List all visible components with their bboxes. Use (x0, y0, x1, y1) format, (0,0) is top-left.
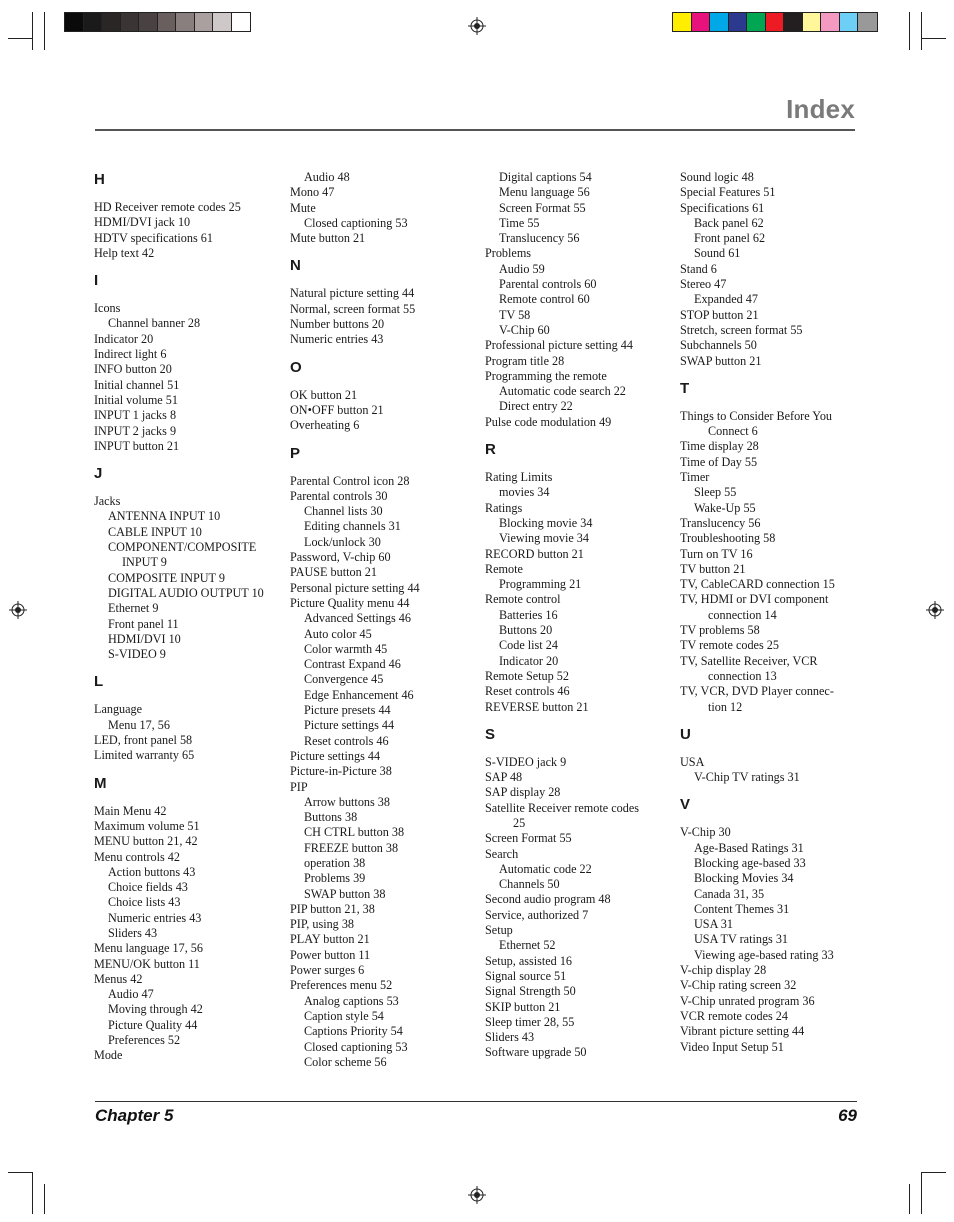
index-entry: Reset controls 46 (485, 684, 570, 699)
index-subentry: CH CTRL button 38 (304, 825, 405, 840)
color-swatch (195, 13, 214, 31)
index-subentry: ANTENNA INPUT 10 (108, 509, 221, 524)
index-entry: Maximum volume 51 (94, 818, 200, 833)
index-subentry: V-Chip TV ratings 31 (694, 770, 800, 785)
index-entry: TV, Satellite Receiver, VCR (680, 653, 818, 668)
index-entry: Translucency 56 (680, 515, 761, 530)
index-entry: Turn on TV 16 (680, 546, 753, 561)
index-letter-heading: L (94, 673, 104, 691)
index-entry: Menus 42 (94, 971, 143, 986)
color-swatch (84, 13, 103, 31)
index-subentry: Numeric entries 43 (108, 910, 202, 925)
index-subentry: Advanced Settings 46 (304, 611, 411, 626)
index-entry: INPUT 2 jacks 9 (94, 423, 177, 438)
index-entry: V-Chip 30 (680, 825, 731, 840)
index-column-2 (290, 170, 470, 1070)
index-subentry: Front panel 11 (108, 616, 179, 631)
index-subentry: Buttons 38 (304, 810, 358, 825)
index-subentry: Color scheme 56 (304, 1054, 387, 1069)
index-subentry: Editing channels 31 (304, 519, 401, 534)
index-entry: Satellite Receiver remote codes (485, 800, 639, 815)
index-subentry: Arrow buttons 38 (304, 794, 390, 809)
color-swatch (176, 13, 195, 31)
index-entry: MENU button 21, 42 (94, 834, 198, 849)
index-entry: Setup (485, 923, 513, 938)
footer-rule (95, 1101, 857, 1102)
index-entry: HDMI/DVI jack 10 (94, 215, 191, 230)
index-entry: Signal Strength 50 (485, 984, 576, 999)
index-entry: TV problems 58 (680, 623, 760, 638)
index-entry: Service, authorized 7 (485, 907, 589, 922)
color-swatch (65, 13, 84, 31)
index-letter-heading: R (485, 441, 496, 459)
index-subentry: Analog captions 53 (304, 993, 399, 1008)
index-subentry: Back panel 62 (694, 215, 764, 230)
index-subentry: DIGITAL AUDIO OUTPUT 10 (108, 585, 264, 600)
index-subentry: Age-Based Ratings 31 (694, 840, 804, 855)
index-subentry: Expanded 47 (694, 292, 758, 307)
index-subentry: Closed captioning 53 (304, 215, 408, 230)
index-letter-heading: H (94, 171, 105, 188)
index-subentry: Viewing movie 34 (499, 531, 589, 546)
index-entry: SWAP button 21 (680, 353, 762, 368)
registration-mark-top (468, 17, 486, 35)
index-subentry: Time 55 (499, 215, 540, 230)
index-subentry: Wake-Up 55 (694, 500, 756, 515)
index-entry: Main Menu 42 (94, 803, 167, 818)
index-subentry: movies 34 (499, 485, 550, 500)
index-entry: ON•OFF button 21 (290, 402, 384, 417)
index-letter-heading: T (680, 379, 690, 397)
index-entry: INFO button 20 (94, 362, 172, 377)
index-subentry: Blocking age-based 33 (694, 855, 806, 870)
index-subentry: Channels 50 (499, 877, 560, 892)
index-entry: S-VIDEO jack 9 (485, 754, 567, 769)
index-entry: Picture-in-Picture 38 (290, 764, 392, 779)
index-subentry: COMPONENT/COMPOSITE (108, 540, 257, 555)
index-subentry: Lock/unlock 30 (304, 534, 381, 549)
index-subentry: Caption style 54 (304, 1008, 384, 1023)
index-entry: RECORD button 21 (485, 546, 584, 561)
index-entry: Language (94, 702, 143, 717)
index-entry: Power button 11 (290, 947, 371, 962)
index-subentry: Translucency 56 (499, 231, 580, 246)
color-swatch (673, 13, 692, 31)
index-entry: Ratings (485, 500, 523, 515)
index-entry: Problems (485, 246, 532, 261)
index-subentry: Color warmth 45 (304, 641, 388, 656)
index-subentry: Remote control 60 (499, 292, 590, 307)
index-letter-heading: J (94, 465, 103, 483)
registration-mark-right (926, 601, 944, 619)
index-entry: TV, VCR, DVD Player connec- (680, 684, 834, 699)
color-bar-left (64, 12, 251, 32)
index-entry: PIP, using 38 (290, 917, 355, 932)
index-entry: STOP button 21 (680, 307, 759, 322)
color-swatch (747, 13, 766, 31)
color-swatch (139, 13, 158, 31)
index-entry-continuation: tion 12 (708, 699, 743, 714)
index-subentry: Canada 31, 35 (694, 886, 765, 901)
index-subentry: Content Themes 31 (694, 901, 790, 916)
index-subentry: TV 58 (499, 307, 531, 322)
index-subentry: Reset controls 46 (304, 733, 389, 748)
index-entry: Video Input Setup 51 (680, 1039, 784, 1054)
index-entry: Special Features 51 (680, 185, 776, 200)
index-subentry: Batteries 16 (499, 607, 558, 622)
index-subentry: Menu 17, 56 (108, 717, 170, 732)
index-entry: LED, front panel 58 (94, 733, 193, 748)
index-entry: Personal picture setting 44 (290, 580, 420, 595)
index-entry: Troubleshooting 58 (680, 531, 776, 546)
index-subentry: Indicator 20 (499, 653, 559, 668)
color-swatch (766, 13, 785, 31)
index-entry: Sleep timer 28, 55 (485, 1014, 575, 1029)
index-entry: Professional picture setting 44 (485, 338, 633, 353)
index-subentry: Audio 48 (304, 170, 350, 184)
index-entry: Numeric entries 43 (290, 332, 384, 347)
color-swatch (784, 13, 803, 31)
color-swatch (232, 13, 251, 31)
index-letter-heading: I (94, 272, 99, 290)
index-entry: Menu language 17, 56 (94, 941, 203, 956)
index-subentry: Digital captions 54 (499, 170, 592, 184)
index-entry: Parental Control icon 28 (290, 473, 410, 488)
index-subentry: Sliders 43 (108, 925, 158, 940)
index-entry: Rating Limits (485, 470, 553, 485)
index-entry: Password, V-chip 60 (290, 550, 391, 565)
index-entry: Setup, assisted 16 (485, 953, 573, 968)
index-entry: Subchannels 50 (680, 338, 757, 353)
index-entry: PIP (290, 779, 308, 794)
index-subentry: Ethernet 52 (499, 938, 556, 953)
index-subentry: Ethernet 9 (108, 601, 159, 616)
index-subentry: Preferences 52 (108, 1033, 181, 1048)
index-entry: Indirect light 6 (94, 347, 167, 362)
index-entry-continuation: Connect 6 (708, 424, 758, 439)
index-entry: Power surges 6 (290, 963, 365, 978)
index-subentry: V-Chip 60 (499, 322, 550, 337)
index-entry: Limited warranty 65 (94, 748, 195, 763)
color-swatch (213, 13, 232, 31)
index-subentry: Choice fields 43 (108, 880, 188, 895)
index-entry: Timer (680, 470, 710, 485)
index-subentry: Direct entry 22 (499, 399, 573, 414)
index-subentry: Audio 47 (108, 987, 154, 1002)
index-entry: Screen Format 55 (485, 831, 572, 846)
index-entry: PIP button 21, 38 (290, 901, 375, 916)
index-letter-heading: O (290, 358, 302, 376)
index-subentry: Sleep 55 (694, 485, 737, 500)
index-subentry: Blocking Movies 34 (694, 871, 794, 886)
index-subentry: COMPOSITE INPUT 9 (108, 570, 225, 585)
index-entry: VCR remote codes 24 (680, 1008, 788, 1023)
index-subentry: Viewing age-based rating 33 (694, 947, 834, 962)
index-subentry: Code list 24 (499, 638, 558, 653)
color-swatch (102, 13, 121, 31)
index-subentry: CABLE INPUT 10 (108, 524, 202, 539)
index-entry: Stereo 47 (680, 277, 727, 292)
index-subentry: Sound 61 (694, 246, 741, 261)
index-entry: TV, CableCARD connection 15 (680, 577, 835, 592)
color-swatch (840, 13, 859, 31)
index-entry: V-chip display 28 (680, 963, 767, 978)
index-letter-heading: N (290, 257, 301, 275)
index-entry: Mono 47 (290, 185, 335, 200)
index-letter-heading: P (290, 444, 301, 462)
index-entry: Picture settings 44 (290, 748, 381, 763)
index-entry: Initial channel 51 (94, 377, 180, 392)
index-subentry: S-VIDEO 9 (108, 647, 166, 662)
index-letter-heading: S (485, 725, 496, 743)
index-subentry: Moving through 42 (108, 1002, 203, 1017)
index-entry: Programming the remote (485, 368, 607, 383)
index-entry: Mute (290, 200, 316, 215)
index-entry: Normal, screen format 55 (290, 301, 416, 316)
index-entry: Time display 28 (680, 439, 759, 454)
index-column-4 (680, 170, 860, 1055)
index-entry: Search (485, 846, 519, 861)
index-subentry: Channel banner 28 (108, 316, 201, 331)
index-entry: SAP 48 (485, 770, 523, 785)
index-entry: Preferences menu 52 (290, 978, 393, 993)
index-entry-continuation: connection 14 (708, 607, 777, 622)
index-subentry: SWAP button 38 (304, 886, 386, 901)
index-subentry: operation 38 (304, 855, 366, 870)
index-entry-continuation: connection 13 (708, 668, 777, 683)
header-rule (95, 129, 855, 131)
color-swatch (710, 13, 729, 31)
index-subentry: Programming 21 (499, 577, 582, 592)
index-subentry: Closed captioning 53 (304, 1039, 408, 1054)
index-entry: TV, HDMI or DVI component (680, 592, 829, 607)
index-entry: Initial volume 51 (94, 392, 178, 407)
index-subentry: HDMI/DVI 10 (108, 631, 181, 646)
color-swatch (121, 13, 140, 31)
index-column-3 (485, 170, 665, 1061)
index-entry: REVERSE button 21 (485, 699, 589, 714)
index-letter-heading: U (680, 725, 691, 743)
index-entry: Mute button 21 (290, 231, 366, 246)
index-subentry: Blocking movie 34 (499, 515, 593, 530)
index-entry: MENU/OK button 11 (94, 956, 200, 971)
index-column-1 (94, 170, 274, 1064)
index-entry: Vibrant picture setting 44 (680, 1024, 805, 1039)
index-entry: Stand 6 (680, 261, 717, 276)
index-subentry: Picture settings 44 (304, 718, 395, 733)
index-entry: Menu controls 42 (94, 849, 180, 864)
index-entry-continuation: INPUT 9 (122, 555, 167, 570)
index-subentry: Edge Enhancement 46 (304, 687, 414, 702)
index-entry: Pulse code modulation 49 (485, 414, 612, 429)
index-entry: V-Chip rating screen 32 (680, 978, 797, 993)
index-subentry: Contrast Expand 46 (304, 657, 401, 672)
index-subentry: Choice lists 43 (108, 895, 181, 910)
index-subentry: USA TV ratings 31 (694, 932, 789, 947)
index-subentry: Picture Quality 44 (108, 1017, 198, 1032)
index-entry: V-Chip unrated program 36 (680, 993, 815, 1008)
index-entry: TV button 21 (680, 561, 746, 576)
index-entry: Help text 42 (94, 245, 155, 260)
index-subentry: Action buttons 43 (108, 864, 196, 879)
index-entry: SKIP button 21 (485, 999, 561, 1014)
index-entry: Mode (94, 1048, 123, 1063)
color-swatch (821, 13, 840, 31)
color-swatch (158, 13, 177, 31)
index-entry: OK button 21 (290, 387, 358, 402)
index-subentry: Captions Priority 54 (304, 1024, 403, 1039)
index-subentry: FREEZE button 38 (304, 840, 399, 855)
color-swatch (729, 13, 748, 31)
index-entry: PLAY button 21 (290, 932, 370, 947)
index-subentry: Screen Format 55 (499, 200, 586, 215)
index-entry: Parental controls 30 (290, 488, 388, 503)
index-entry: Picture Quality menu 44 (290, 595, 410, 610)
index-subentry: Automatic code search 22 (499, 384, 626, 399)
chapter-label: Chapter 5 (95, 1106, 174, 1125)
index-entry: Number buttons 20 (290, 317, 385, 332)
index-entry: Jacks (94, 494, 121, 509)
index-subentry: Front panel 62 (694, 231, 766, 246)
index-entry: TV remote codes 25 (680, 638, 779, 653)
index-entry: Second audio program 48 (485, 892, 611, 907)
index-subentry: Parental controls 60 (499, 277, 597, 292)
color-swatch (692, 13, 711, 31)
index-entry: Sound logic 48 (680, 170, 754, 184)
registration-mark-left (9, 601, 27, 619)
index-entry: Stretch, screen format 55 (680, 322, 803, 337)
index-subentry: Convergence 45 (304, 672, 384, 687)
index-entry: USA (680, 754, 705, 769)
index-entry: Remote (485, 561, 523, 576)
index-entry: Remote Setup 52 (485, 668, 569, 683)
index-entry-continuation: 25 (513, 815, 526, 830)
color-swatch (803, 13, 822, 31)
index-entry: Sliders 43 (485, 1030, 535, 1045)
index-entry: Time of Day 55 (680, 454, 758, 469)
registration-mark-bottom (468, 1186, 486, 1204)
index-entry: HD Receiver remote codes 25 (94, 200, 241, 214)
page-number: 69 (838, 1106, 857, 1125)
index-entry: SAP display 28 (485, 785, 561, 800)
page-title: Index (786, 94, 855, 124)
index-subentry: Audio 59 (499, 261, 545, 276)
index-letter-heading: V (680, 796, 691, 814)
index-entry: HDTV specifications 61 (94, 230, 213, 245)
index-subentry: Menu language 56 (499, 185, 590, 200)
index-entry: PAUSE button 21 (290, 565, 377, 580)
index-letter-heading: M (94, 774, 107, 792)
index-entry: Remote control (485, 592, 561, 607)
index-subentry: Buttons 20 (499, 623, 553, 638)
index-entry: Program title 28 (485, 353, 565, 368)
index-entry: INPUT button 21 (94, 438, 180, 453)
index-entry: Signal source 51 (485, 968, 567, 983)
index-entry: Software upgrade 50 (485, 1045, 587, 1060)
index-entry: INPUT 1 jacks 8 (94, 408, 177, 423)
color-bar-right (672, 12, 878, 32)
index-entry: Things to Consider Before You (680, 408, 833, 423)
index-entry: Icons (94, 301, 121, 316)
index-subentry: USA 31 (694, 917, 733, 932)
color-swatch (858, 13, 877, 31)
index-subentry: Picture presets 44 (304, 703, 391, 718)
index-entry: Overheating 6 (290, 418, 360, 433)
index-subentry: Problems 39 (304, 871, 366, 886)
index-entry: Specifications 61 (680, 200, 765, 215)
index-subentry: Automatic code 22 (499, 861, 592, 876)
index-subentry: Auto color 45 (304, 626, 372, 641)
index-entry: Natural picture setting 44 (290, 286, 415, 301)
index-entry: Indicator 20 (94, 331, 154, 346)
index-subentry: Channel lists 30 (304, 504, 383, 519)
